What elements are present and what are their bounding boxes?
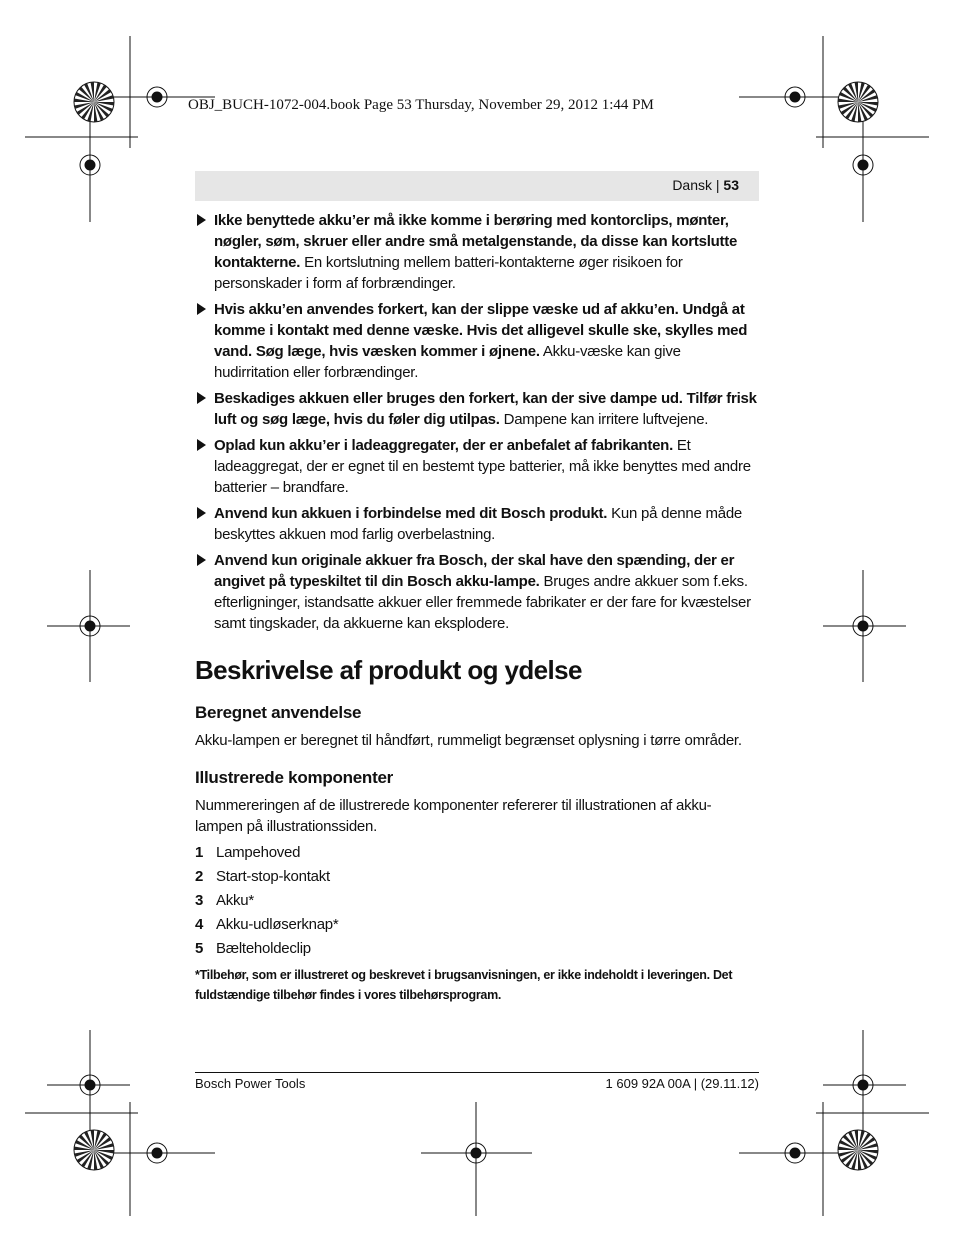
warning-item — [195, 435, 759, 498]
warning-text: En kortslutning mellem batteri-kontakterne øger risikoen for personskader i form af forbrændinger. — [214, 254, 683, 292]
component-label: Akku* — [216, 892, 254, 909]
warning-item — [195, 550, 759, 634]
footer-brand: Bosch Power Tools — [195, 1076, 306, 1091]
warning-text: Dampene kan irritere luftvejene. — [499, 411, 709, 428]
warning-item — [195, 503, 759, 545]
component-item — [195, 889, 759, 913]
bullet-triangle-icon — [197, 554, 206, 566]
warning-bold-text: Oplad kun akku’er i ladeaggregater, der er anbefalet af fabrikanten. — [214, 437, 673, 454]
component-item — [195, 841, 759, 865]
section-title: Beskrivelse af produkt og ydelse — [195, 655, 582, 685]
warning-bold-text: Beskadiges akkuen eller bruges den forkert, kan der sive dampe ud. Tilfør frisk luft og søg læge, hvis du føler dig utilpas. — [214, 390, 757, 428]
warning-bold-text: Anvend kun originale akkuer fra Bosch, der skal have den spænding, der er angivet på typeskiltet til din Bosch akku-lampe. — [214, 552, 735, 590]
component-item — [195, 937, 759, 961]
header-page-number: 53 — [723, 177, 739, 193]
warning-text: Et ladeaggregat, der er egnet til en bestemt type batterier, må ikke benyttes med andre batterier – brandfare. — [214, 437, 751, 496]
footer-rule — [195, 1072, 759, 1073]
warning-item — [195, 299, 759, 383]
bullet-triangle-icon — [197, 214, 206, 226]
component-item — [195, 913, 759, 937]
bullet-triangle-icon — [197, 507, 206, 519]
component-label: Akku-udløserknap* — [216, 916, 339, 933]
header-separator: | — [712, 177, 724, 193]
components-intro: Nummereringen af de illustrerede komponenter refererer til illustrationen af akku-lampen på illustrationssiden. — [195, 797, 712, 835]
component-number: 1 — [195, 844, 204, 861]
bullet-triangle-icon — [197, 439, 206, 451]
component-label: Lampehoved — [216, 844, 301, 861]
component-number: 4 — [195, 916, 204, 933]
component-number: 5 — [195, 940, 204, 957]
page-content — [195, 210, 759, 1005]
warning-text: Bruges andre akkuer som f.eks. efterligninger, istandsatte akkuer eller fremmede fabrikater er der fare for kvæstelser samt tingskader, da akkuerne kan eksplodere. — [214, 573, 751, 632]
warning-item — [195, 388, 759, 430]
intended-use-text: Akku-lampen er beregnet til håndført, rummeligt begrænset oplysning i tørre områder. — [195, 732, 742, 749]
footer-doc-number: 1 609 92A 00A | (29.11.12) — [605, 1076, 759, 1091]
header-language: Dansk — [672, 177, 712, 193]
accessory-footnote: *Tilbehør, som er illustreret og beskrevet i brugsanvisningen, er ikke indeholdt i leveringen. Det fuldstændige tilbehør findes i vores tilbehørsprogram. — [195, 968, 733, 1002]
header-text — [672, 177, 739, 193]
warning-bold-text: Ikke benyttede akku’er må ikke komme i berøring med kontorclips, mønter, nøgler, søm, skruer eller andre små metalgenstande, da disse kan kortslutte kontakterne. — [214, 212, 738, 271]
component-number: 3 — [195, 892, 204, 909]
warning-bold-text: Hvis akku’en anvendes forkert, kan der slippe væske ud af akku’en. Undgå at komme i kontakt med denne væske. Hvis det alligevel skulle ske, skylles med vand. Søg læge, hvis væsken kommer i øjnene. — [214, 301, 748, 360]
warning-text: Akku-væske kan give hudirritation eller forbrændinger. — [214, 343, 681, 381]
component-label: Bælteholdeclip — [216, 940, 311, 957]
bullet-triangle-icon — [197, 392, 206, 404]
book-info-line: OBJ_BUCH-1072-004.book Page 53 Thursday, November 29, 2012 1:44 PM — [188, 97, 654, 113]
warning-item — [195, 210, 759, 294]
component-number: 2 — [195, 868, 204, 885]
warning-text: Kun på denne måde beskyttes akkuen mod farlig overbelastning. — [214, 505, 743, 543]
components-heading: Illustrerede komponenter — [195, 768, 394, 787]
intended-use-heading: Beregnet anvendelse — [195, 703, 362, 722]
page-header — [195, 171, 759, 201]
component-label: Start-stop-kontakt — [216, 868, 330, 885]
component-item — [195, 865, 759, 889]
bullet-triangle-icon — [197, 303, 206, 315]
warning-bold-text: Anvend kun akkuen i forbindelse med dit Bosch produkt. — [214, 505, 608, 522]
